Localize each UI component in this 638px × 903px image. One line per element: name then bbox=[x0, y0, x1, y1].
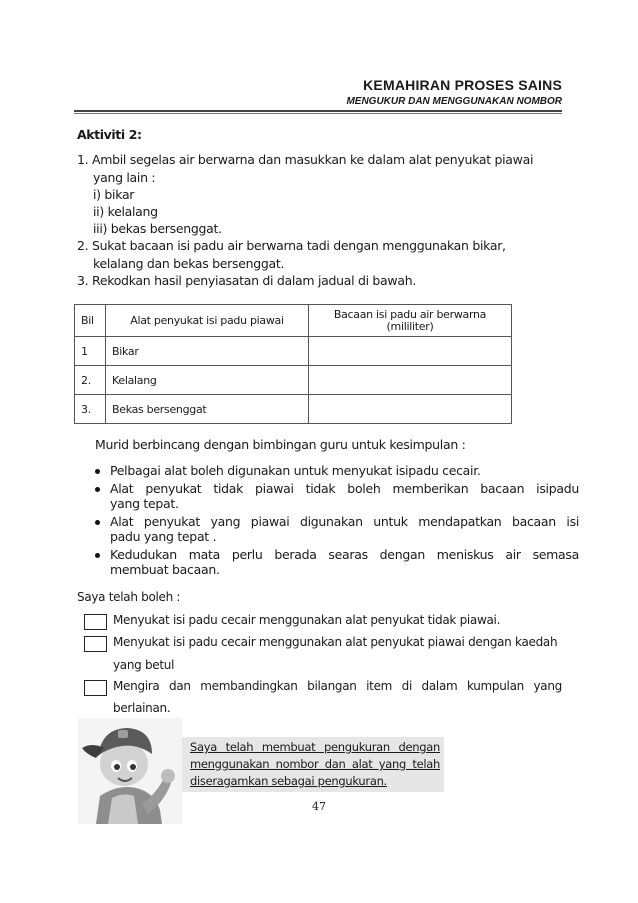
table-header-row bbox=[75, 305, 512, 337]
step-1-sub-iii: iii) bekas bersenggat. bbox=[93, 221, 222, 236]
header-subtitle: MENGUKUR DAN MENGGUNAKAN NOMBOR bbox=[346, 96, 562, 107]
bullet-icon bbox=[95, 469, 100, 474]
step-1-line-1: 1. Ambil segelas air berwarna dan masukkan ke dalam alat penyukat piawai bbox=[77, 152, 534, 167]
checklist-item-2-line-2: yang betul bbox=[113, 658, 175, 672]
list-item: Pelbagai alat boleh digunakan untuk menyukat isipadu cecair. bbox=[110, 463, 579, 479]
list-item: Alat penyukat yang piawai digunakan untuk mendapatkan bacaan isi padu yang tepat . bbox=[110, 514, 579, 545]
checklist-item-3-line-2: berlainan. bbox=[113, 701, 171, 715]
header-rule bbox=[74, 110, 562, 112]
conclusion-list bbox=[93, 463, 579, 580]
results-table bbox=[74, 304, 512, 424]
bubble-line-3: diseragamkan sebagai pengukuran. bbox=[190, 774, 387, 788]
checklist-title: Saya telah boleh : bbox=[77, 590, 181, 604]
checklist-item-2-line-1: Menyukat isi padu cecair menggunakan alat penyukat piawai dengan kaedah bbox=[113, 635, 558, 649]
row-alat: Bekas bersenggat bbox=[106, 395, 309, 424]
step-1-sub-i: i) bikar bbox=[93, 187, 135, 202]
header-alat bbox=[106, 305, 309, 337]
checklist-item-1: Menyukat isi padu cecair menggunakan alat penyukat tidak piawai. bbox=[113, 613, 501, 627]
header-bacaan-line-2: (mililiter) bbox=[386, 319, 434, 333]
list-item: Alat penyukat tidak piawai tidak boleh memberikan bacaan isipadu yang tepat. bbox=[110, 481, 579, 512]
step-2-line-2: kelalang dan bekas bersenggat. bbox=[93, 256, 285, 271]
checklist-item-3-line-1: Mengira dan membandingkan bilangan item di dalam kumpulan yang bbox=[113, 679, 562, 693]
row-bil: 3. bbox=[75, 395, 106, 424]
row-bacaan[interactable] bbox=[309, 395, 512, 424]
table-row bbox=[75, 395, 512, 424]
bullet-icon bbox=[95, 553, 100, 558]
table-row bbox=[75, 366, 512, 395]
step-1-line-2: yang lain : bbox=[93, 170, 156, 185]
page-number: 47 bbox=[312, 800, 326, 813]
checkbox-item-2[interactable] bbox=[84, 636, 107, 652]
row-bacaan[interactable] bbox=[309, 366, 512, 395]
bubble-line-1: Saya telah membuat pengukuran dengan bbox=[190, 740, 440, 754]
step-2-line-1: 2. Sukat bacaan isi padu air berwarna tadi dengan menggunakan bikar, bbox=[77, 238, 506, 253]
bullet-icon bbox=[95, 520, 100, 525]
header-bacaan bbox=[309, 305, 512, 337]
bullet-icon bbox=[95, 487, 100, 492]
header-title: KEMAHIRAN PROSES SAINS bbox=[363, 77, 562, 93]
step-1-sub-ii: ii) kelalang bbox=[93, 204, 158, 219]
activity-title: Aktiviti 2: bbox=[77, 127, 142, 142]
header-bil: Bil bbox=[75, 305, 106, 337]
row-alat: Kelalang bbox=[106, 366, 309, 395]
step-3: 3. Rekodkan hasil penyiasatan di dalam jadual di bawah. bbox=[77, 273, 416, 288]
header-rule-thin bbox=[74, 113, 562, 114]
header-bacaan-line-1: Bacaan isi padu air berwarna bbox=[333, 307, 487, 321]
list-item: Kedudukan mata perlu berada searas dengan meniskus air semasa membuat bacaan. bbox=[110, 547, 579, 578]
row-bacaan[interactable] bbox=[309, 337, 512, 366]
row-bil: 2. bbox=[75, 366, 106, 395]
bubble-line-2: menggunakan nombor dan alat yang telah bbox=[190, 757, 440, 771]
row-bil: 1 bbox=[75, 337, 106, 366]
table-row bbox=[75, 337, 512, 366]
checkbox-item-3[interactable] bbox=[84, 680, 107, 696]
discussion-intro: Murid berbincang dengan bimbingan guru untuk kesimpulan : bbox=[95, 437, 466, 452]
row-alat: Bikar bbox=[106, 337, 309, 366]
header-alat-text: Alat penyukat isi padu piawai bbox=[130, 314, 284, 327]
checkbox-item-1[interactable] bbox=[84, 614, 107, 630]
